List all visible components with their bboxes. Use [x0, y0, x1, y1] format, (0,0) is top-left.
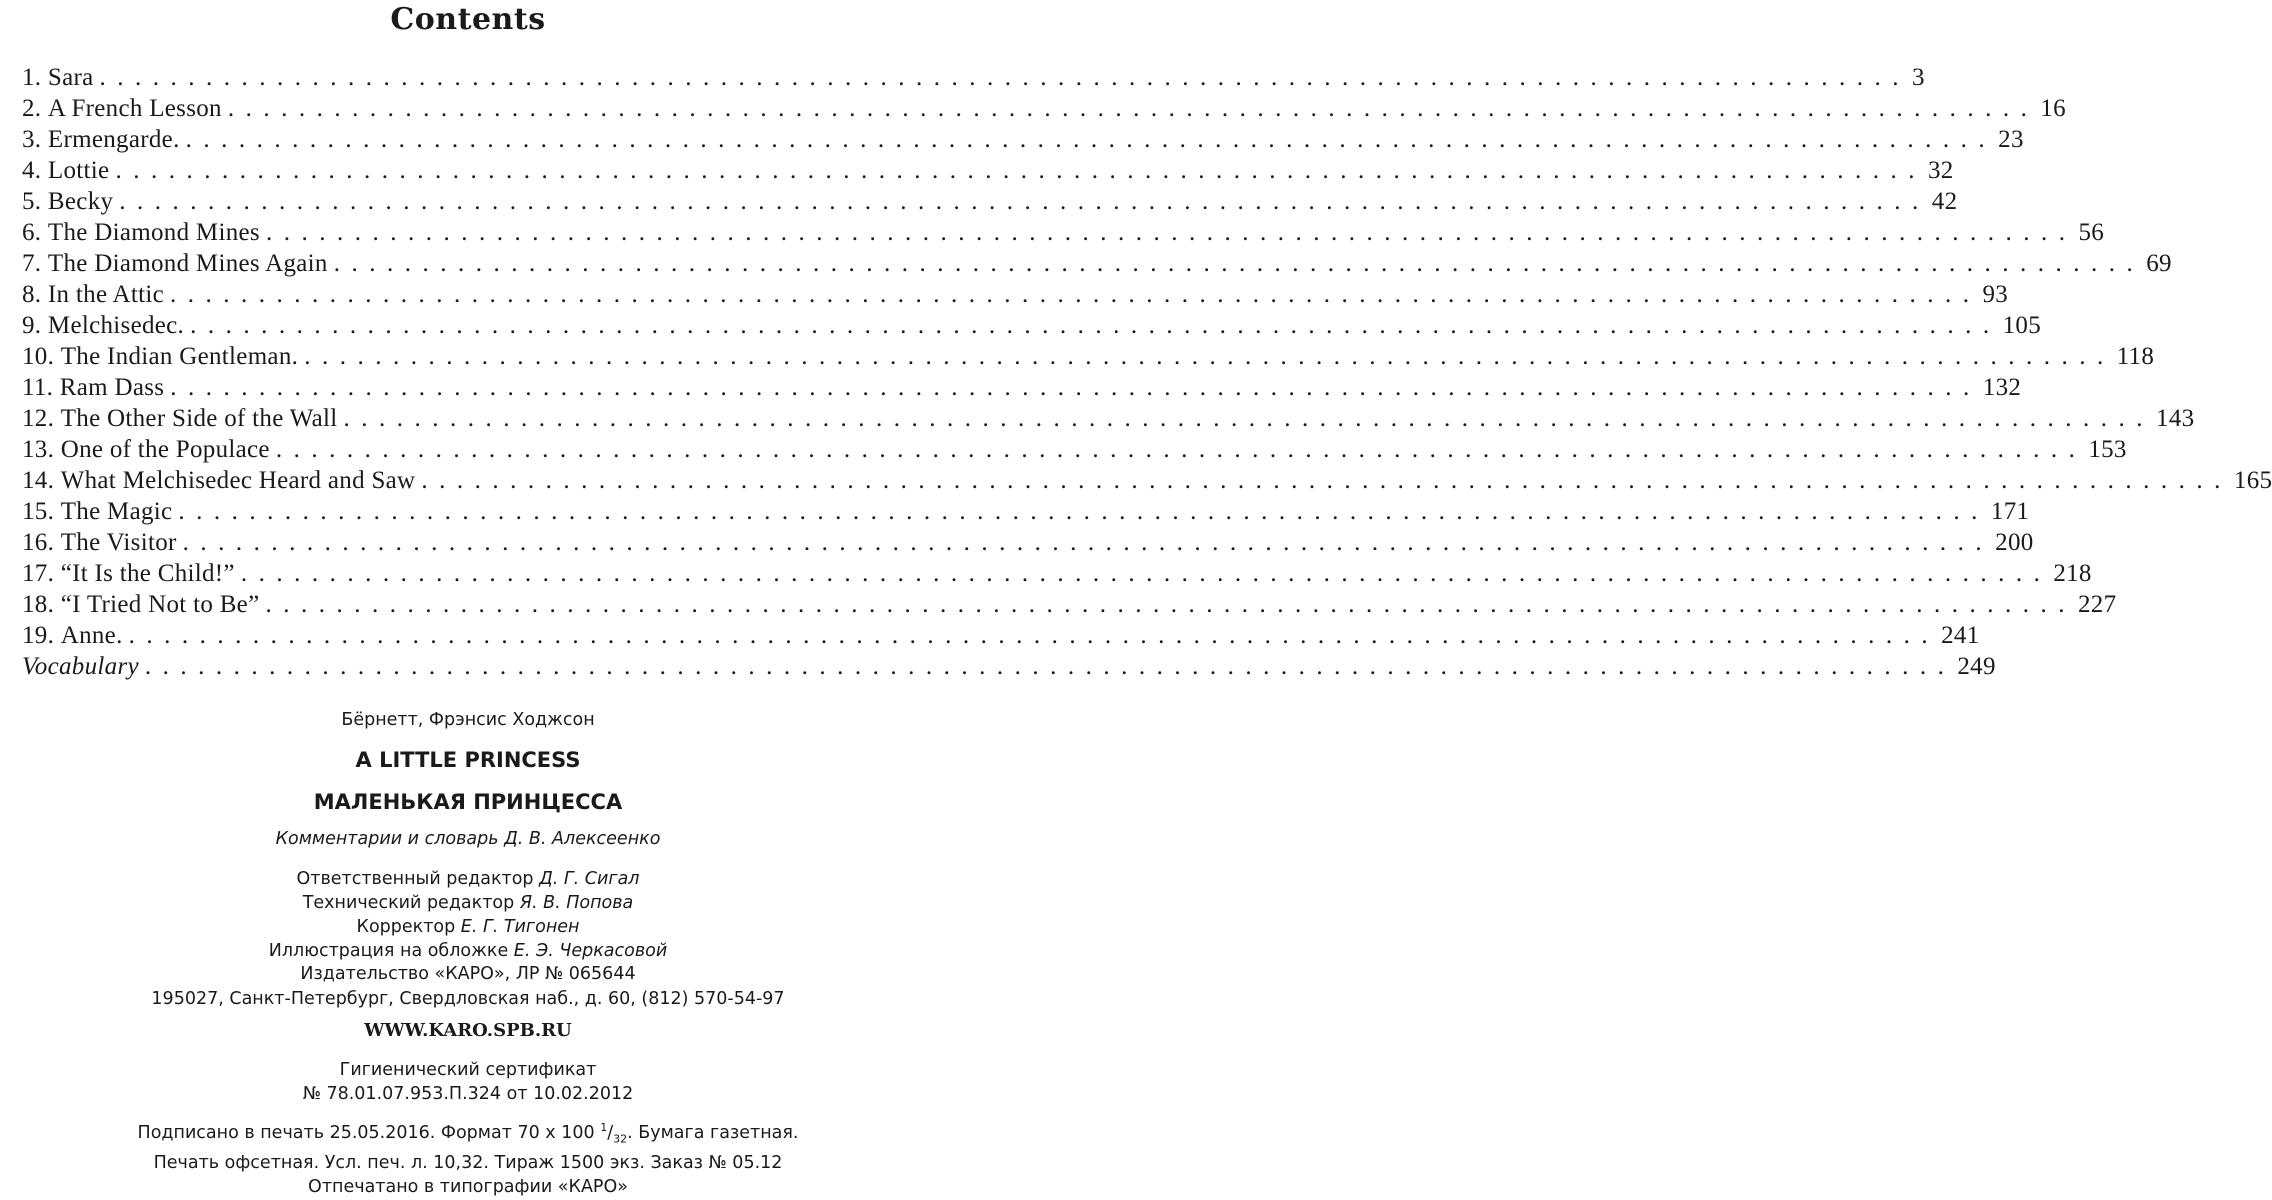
toc-page-number: 200 [1995, 529, 2034, 556]
toc-entry[interactable] [22, 126, 2024, 157]
toc-number: 15. [22, 498, 55, 525]
toc-entry[interactable] [22, 405, 2195, 436]
publisher-info [0, 962, 936, 1012]
toc-leader-dots: ...................................................................................................... [421, 467, 2232, 494]
toc-title: What Melchisedec Heard and Saw [60, 467, 416, 494]
toc-page-number: 227 [2077, 591, 2117, 618]
toc-entry[interactable] [22, 498, 2030, 529]
toc-leader-dots: ...................................................................................................... [170, 281, 1981, 308]
toc-title: Ermengarde. [47, 126, 180, 153]
toc-leader-dots: ...................................................................................................... [115, 157, 1926, 184]
toc-entry[interactable] [22, 95, 2066, 126]
printing-details [0, 1116, 936, 1175]
staff-line: Корректор Е. Г. Тигонен [356, 917, 580, 937]
toc-leader-dots: ...................................................................................................... [128, 622, 1940, 649]
toc-page-number: 143 [2156, 405, 2195, 432]
toc-title: “It Is the Child!” [60, 560, 235, 587]
editorial-staff [0, 867, 936, 963]
toc-page-number: 249 [1957, 653, 1996, 680]
toc-title: Sara [47, 64, 94, 91]
toc-entry[interactable] [22, 281, 2009, 312]
toc-entry[interactable] [22, 374, 2022, 405]
toc-number: 18. [22, 591, 55, 618]
toc-title: One of the Populace [60, 436, 270, 463]
toc-page-number: 241 [1941, 622, 1980, 649]
toc-title: The Indian Gentleman. [60, 343, 299, 370]
toc-title: Lottie [47, 157, 110, 184]
author-name: Бёрнетт, Фрэнсис Ходжсон [341, 710, 595, 730]
toc-leader-dots: ...................................................................................................... [178, 498, 1989, 525]
toc-leader-dots: ...................................................................................................... [190, 312, 2001, 339]
toc-number: 2. [22, 95, 42, 122]
toc-page-number: 118 [2116, 343, 2155, 370]
toc-title: The Other Side of the Wall [60, 405, 338, 432]
staff-line: Ответственный редактор Д. Г. Сигал [296, 869, 640, 889]
toc-page-number: 165 [2233, 467, 2272, 494]
hygiene-certificate [0, 1058, 936, 1106]
toc-number: 7. [22, 250, 42, 277]
toc-page-number: 69 [2146, 250, 2172, 277]
toc-number: 13. [22, 436, 55, 463]
toc-entry[interactable] [22, 591, 2117, 622]
format-fraction: $^1/_{32}$ [600, 1121, 628, 1146]
toc-leader-dots: ...................................................................................................... [265, 591, 2076, 618]
toc-entry[interactable] [22, 219, 2105, 250]
toc-title: The Diamond Mines [47, 219, 260, 246]
toc-page-number: 23 [1998, 126, 2024, 153]
book-title-russian: МАЛЕНЬКАЯ ПРИНЦЕССА [313, 790, 623, 814]
toc-title: The Magic [60, 498, 173, 525]
publisher-website-link[interactable]: WWW.KARO.SPB.RU [364, 1020, 572, 1041]
printer-credit: Отпечатано в типографии «КАРО» [308, 1177, 628, 1197]
toc-page-number: 56 [2078, 219, 2105, 246]
printing-line-1: Подписано в печать 25.05.2016. Формат 70 х 100 $^1/_{32}$. Бумага газетная. [137, 1121, 799, 1146]
toc-number: 1. [22, 64, 42, 91]
toc-entry[interactable] [22, 343, 2155, 374]
toc-page-number: 132 [1982, 374, 2022, 401]
book-title-english: A LITTLE PRINCESS [355, 748, 581, 772]
toc-page-number: 16 [2040, 95, 2066, 122]
toc-title: A French Lesson [47, 95, 222, 122]
toc-page-number: 32 [1927, 157, 1954, 184]
toc-title: The Visitor [60, 529, 177, 556]
toc-leader-dots: ...................................................................................................... [240, 560, 2052, 587]
toc-entry[interactable] [22, 250, 2172, 281]
toc-number: 3. [22, 126, 42, 153]
toc-leader-dots: ...................................................................................................... [343, 405, 2155, 432]
toc-leader-dots: ...................................................................................................... [275, 436, 2087, 463]
certificate-number: № 78.01.07.953.П.324 от 10.02.2012 [302, 1084, 634, 1104]
toc-leader-dots: ...................................................................................................... [170, 374, 1981, 401]
toc-number: 14. [22, 467, 55, 494]
toc-title: Anne. [60, 622, 123, 649]
toc-number: 5. [22, 188, 42, 215]
toc-page-number: 153 [2088, 436, 2127, 463]
toc-number: 16. [22, 529, 55, 556]
toc-page-number: 171 [1990, 498, 2030, 525]
toc-title: Becky [47, 188, 114, 215]
toc-number: 17. [22, 560, 55, 587]
toc-entry[interactable] [22, 467, 2272, 498]
toc-leader-dots: ...................................................................................................... [227, 95, 2039, 122]
publisher-license: Издательство «КАРО», ЛР № 065644 [300, 964, 636, 984]
toc-entry[interactable] [22, 622, 1980, 653]
toc-entry[interactable] [22, 312, 2042, 343]
toc-number: 6. [22, 219, 42, 246]
publisher-address: 195027, Санкт-Петербург, Свердловская наб., д. 60, (812) 570-54-97 [151, 989, 785, 1009]
toc-leader-dots: ...................................................................................................... [144, 653, 1956, 680]
toc-entry[interactable] [22, 560, 2092, 591]
toc-page-number: 105 [2002, 312, 2042, 339]
toc-title: “I Tried Not to Be” [60, 591, 260, 618]
toc-number: 19. [22, 622, 55, 649]
toc-page-number: 93 [1982, 281, 2009, 308]
staff-line: Иллюстрация на обложке Е. Э. Черкасовой [268, 941, 668, 961]
toc-entry[interactable] [22, 188, 1958, 219]
toc-number: 11. [22, 374, 54, 401]
toc-leader-dots: ...................................................................................................... [119, 188, 1930, 215]
contents-heading: Contents [390, 2, 546, 37]
toc-entry[interactable] [22, 529, 2034, 560]
toc-leader-dots: ...................................................................................................... [265, 219, 2077, 246]
toc-title: In the Attic [47, 281, 164, 308]
toc-page-number: 3 [1912, 64, 1925, 91]
toc-entry[interactable] [22, 64, 1925, 95]
table-of-contents [22, 64, 2272, 684]
toc-number: 4. [22, 157, 42, 184]
toc-page-number: 218 [2053, 560, 2092, 587]
toc-leader-dots: ...................................................................................................... [333, 250, 2145, 277]
commentary-credit: Комментарии и словарь Д. В. Алексеенко [275, 829, 661, 849]
toc-number: 10. [22, 343, 55, 370]
toc-number: 8. [22, 281, 42, 308]
printing-line-2: Печать офсетная. Усл. печ. л. 10,32. Тираж 1500 экз. Заказ № 05.12 [153, 1153, 783, 1174]
toc-number: 12. [22, 405, 55, 432]
toc-entry[interactable] [22, 436, 2127, 467]
toc-title: The Diamond Mines Again [47, 250, 328, 277]
toc-leader-dots: ...................................................................................................... [304, 343, 2115, 370]
toc-leader-dots: ...................................................................................................... [99, 64, 1911, 91]
toc-page-number: 42 [1931, 188, 1958, 215]
toc-title: Vocabulary [22, 653, 139, 680]
toc-entry-vocabulary[interactable] [22, 653, 1996, 684]
certificate-label: Гигиенический сертификат [339, 1060, 597, 1080]
toc-entry[interactable] [22, 157, 1954, 188]
staff-line: Технический редактор Я. В. Попова [302, 893, 634, 913]
toc-title: Melchisedec. [47, 312, 185, 339]
toc-leader-dots: ...................................................................................................... [185, 126, 1997, 153]
toc-title: Ram Dass [59, 374, 165, 401]
toc-leader-dots: ...................................................................................................... [182, 529, 1994, 556]
toc-number: 9. [22, 312, 42, 339]
